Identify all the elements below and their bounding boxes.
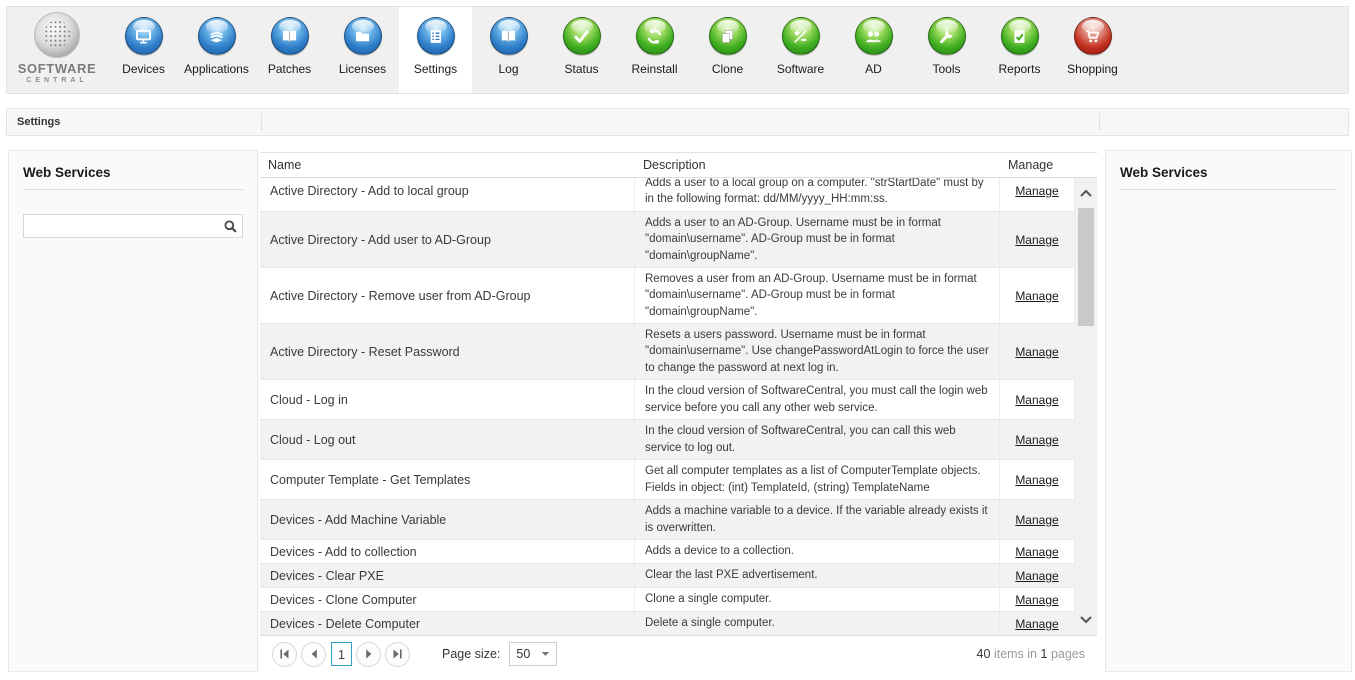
plus-minus-icon <box>782 17 820 55</box>
toolbar-item-label: Tools <box>932 62 961 76</box>
toolbar-item-devices[interactable] <box>107 7 180 93</box>
pager-bar <box>260 635 1097 672</box>
folder-icon <box>344 17 382 55</box>
open-book-icon <box>271 17 309 55</box>
toolbar-item-licenses[interactable] <box>326 7 399 93</box>
toolbar-item-log[interactable] <box>472 7 545 93</box>
scroll-down-button[interactable] <box>1075 611 1097 629</box>
row-manage-cell <box>1000 500 1075 539</box>
toolbar-item-label: Settings <box>413 62 458 76</box>
last-page-button[interactable] <box>385 642 410 667</box>
toolbar-item-applications[interactable] <box>180 7 253 93</box>
right-panel-title: Web Services <box>1120 151 1337 190</box>
row-name: Devices - Clear PXE <box>260 564 635 587</box>
table-row <box>260 420 1075 460</box>
row-manage-cell <box>1000 588 1075 611</box>
row-description: Resets a users password. Username must be in format "domain\username". Use changePasswordAtLogin to force the user to change the password at next log in. <box>635 324 1000 379</box>
row-name: Cloud - Log out <box>260 420 635 459</box>
row-name: Cloud - Log in <box>260 380 635 419</box>
previous-page-button[interactable] <box>301 642 326 667</box>
toolbar-item-label: Status <box>564 62 599 76</box>
manage-link[interactable]: Manage <box>1015 344 1059 359</box>
refresh-icon <box>636 17 674 55</box>
row-name: Active Directory - Add user to AD-Group <box>260 212 635 267</box>
search-row <box>23 214 243 238</box>
grid-header <box>260 152 1097 178</box>
chevron-down-icon <box>1079 615 1093 625</box>
wrench-icon <box>928 17 966 55</box>
toolbar-item-shopping[interactable] <box>1056 7 1129 93</box>
vertical-scrollbar[interactable] <box>1075 178 1097 635</box>
table-row <box>260 380 1075 420</box>
row-manage-cell <box>1000 212 1075 267</box>
row-description: In the cloud version of SoftwareCentral, you must call the login web service before you call any other web service. <box>635 380 1000 419</box>
toolbar-items <box>107 7 1129 93</box>
first-page-icon <box>279 648 290 660</box>
table-row <box>260 212 1075 268</box>
manage-link[interactable]: Manage <box>1015 544 1059 559</box>
last-page-icon <box>392 648 403 660</box>
toolbar-item-software[interactable] <box>764 7 837 93</box>
row-manage-cell <box>1000 612 1075 635</box>
next-page-button[interactable] <box>356 642 381 667</box>
items-count: 40 <box>976 647 991 661</box>
books-icon <box>198 17 236 55</box>
row-name: Devices - Delete Computer <box>260 612 635 635</box>
search-button[interactable] <box>220 217 240 235</box>
toolbar-item-settings[interactable] <box>399 7 472 93</box>
next-page-icon <box>364 648 374 660</box>
table-row <box>260 324 1075 380</box>
row-description: Adds a device to a collection. <box>635 540 1000 563</box>
table-row <box>260 268 1075 324</box>
row-manage-cell <box>1000 564 1075 587</box>
grid-rows <box>260 178 1075 635</box>
toolbar-item-label: Reinstall <box>631 62 678 76</box>
row-name: Active Directory - Reset Password <box>260 324 635 379</box>
check-icon <box>563 17 601 55</box>
breadcrumb: Settings <box>17 116 61 128</box>
toolbar-item-reinstall[interactable] <box>618 7 691 93</box>
toolbar-item-label: Patches <box>267 62 312 76</box>
scrollbar-thumb[interactable] <box>1078 208 1094 326</box>
manage-link[interactable]: Manage <box>1015 568 1059 583</box>
toolbar-item-label: Licenses <box>338 62 387 76</box>
row-name: Computer Template - Get Templates <box>260 460 635 499</box>
dropdown-arrow-icon <box>541 651 550 657</box>
column-header-description[interactable]: Description <box>643 158 706 172</box>
manage-link[interactable]: Manage <box>1015 472 1059 487</box>
main-toolbar <box>6 6 1349 94</box>
scroll-up-button[interactable] <box>1075 184 1097 202</box>
row-name: Devices - Add to collection <box>260 540 635 563</box>
toolbar-item-tools[interactable] <box>910 7 983 93</box>
toolbar-item-label: Devices <box>122 62 165 76</box>
right-panel-web-services <box>1105 150 1352 672</box>
toolbar-item-label: Log <box>498 62 519 76</box>
brand-name-bottom: CENTRAL <box>26 77 88 84</box>
brand-logo[interactable] <box>7 7 107 93</box>
row-name: Devices - Add Machine Variable <box>260 500 635 539</box>
page-size-select[interactable] <box>509 642 557 666</box>
row-description: Adds a machine variable to a device. If the variable already exists it is overwritten. <box>635 500 1000 539</box>
toolbar-item-label: Clone <box>711 62 744 76</box>
breadcrumb-divider <box>261 113 262 131</box>
toolbar-item-label: Applications <box>184 62 249 76</box>
toolbar-item-status[interactable] <box>545 7 618 93</box>
users-icon <box>855 17 893 55</box>
row-description: Get all computer templates as a list of ComputerTemplate objects. Fields in object: (int) TemplateId, (string) TemplateName <box>635 460 1000 499</box>
breadcrumb-divider <box>1099 113 1100 131</box>
web-services-grid <box>260 152 1097 672</box>
toolbar-item-label: Shopping <box>1067 62 1118 76</box>
row-manage-cell <box>1000 268 1075 323</box>
row-description: Clear the last PXE advertisement. <box>635 564 1000 587</box>
manage-link[interactable]: Manage <box>1015 432 1059 447</box>
first-page-button[interactable] <box>272 642 297 667</box>
row-name: Active Directory - Remove user from AD-Group <box>260 268 635 323</box>
table-row <box>260 588 1075 612</box>
grid-viewport <box>260 178 1097 635</box>
table-row <box>260 460 1075 500</box>
row-manage-cell <box>1000 380 1075 419</box>
cart-icon <box>1074 17 1112 55</box>
manage-link[interactable]: Manage <box>1015 592 1059 607</box>
table-row <box>260 540 1075 564</box>
copy-icon <box>709 17 747 55</box>
table-row <box>260 564 1075 588</box>
brand-name-top: SOFTWARE <box>17 61 97 76</box>
row-manage-cell <box>1000 540 1075 563</box>
table-row <box>260 612 1075 635</box>
content-area <box>0 150 1355 672</box>
pager-summary: 40 items in 1 pages <box>976 647 1085 661</box>
left-panel-title: Web Services <box>23 151 243 190</box>
open-book-icon <box>490 17 528 55</box>
page-size-value: 50 <box>516 647 531 661</box>
page-size-label: Page size: <box>442 647 501 661</box>
search-input[interactable] <box>23 214 243 238</box>
row-description: In the cloud version of SoftwareCentral, you can call this web service to log out. <box>635 420 1000 459</box>
toolbar-item-patches[interactable] <box>253 7 326 93</box>
toolbar-item-ad[interactable] <box>837 7 910 93</box>
previous-page-icon <box>309 648 319 660</box>
manage-link[interactable]: Manage <box>1015 616 1059 631</box>
toolbar-item-reports[interactable] <box>983 7 1056 93</box>
current-page-button[interactable]: 1 <box>331 642 352 666</box>
table-row <box>260 500 1075 540</box>
row-manage-cell <box>1000 178 1075 211</box>
manage-link[interactable]: Manage <box>1015 288 1059 303</box>
table-row <box>260 178 1075 212</box>
manage-link[interactable]: Manage <box>1015 392 1059 407</box>
monitor-icon <box>125 17 163 55</box>
brand-sphere-icon <box>34 12 80 58</box>
toolbar-item-label: AD <box>865 62 882 76</box>
row-description: Delete a single computer. <box>635 612 1000 635</box>
toolbar-item-label: Software <box>776 62 825 76</box>
row-description: Removes a user from an AD-Group. Username must be in format "domain\username". AD-Group must be in format "domain\groupName". <box>635 268 1000 323</box>
column-header-manage[interactable]: Manage <box>1008 158 1054 172</box>
row-description: Adds a user to an AD-Group. Username must be in format "domain\username". AD-Group must be in format "domain\groupName". <box>635 212 1000 267</box>
row-name: Devices - Clone Computer <box>260 588 635 611</box>
toolbar-item-clone[interactable] <box>691 7 764 93</box>
toolbar-item-label: Reports <box>998 62 1041 76</box>
breadcrumb-bar <box>6 108 1349 136</box>
left-panel-web-services <box>8 150 258 672</box>
chevron-up-icon <box>1079 188 1093 198</box>
manage-link[interactable]: Manage <box>1015 512 1059 527</box>
checklist-icon <box>417 17 455 55</box>
row-manage-cell <box>1000 324 1075 379</box>
row-description: Adds a user to a local group on a computer. "strStartDate" must by in the following format: dd/MM/yyyy_HH:mm:ss. <box>635 178 1000 211</box>
row-description: Clone a single computer. <box>635 588 1000 611</box>
manage-link[interactable]: Manage <box>1015 232 1059 247</box>
column-header-name[interactable]: Name <box>268 158 302 172</box>
manage-link[interactable]: Manage <box>1015 184 1059 198</box>
pages-count: 1 <box>1040 647 1048 661</box>
row-manage-cell <box>1000 460 1075 499</box>
row-name: Active Directory - Add to local group <box>260 178 635 211</box>
report-icon <box>1001 17 1039 55</box>
row-manage-cell <box>1000 420 1075 459</box>
search-icon <box>223 219 238 234</box>
